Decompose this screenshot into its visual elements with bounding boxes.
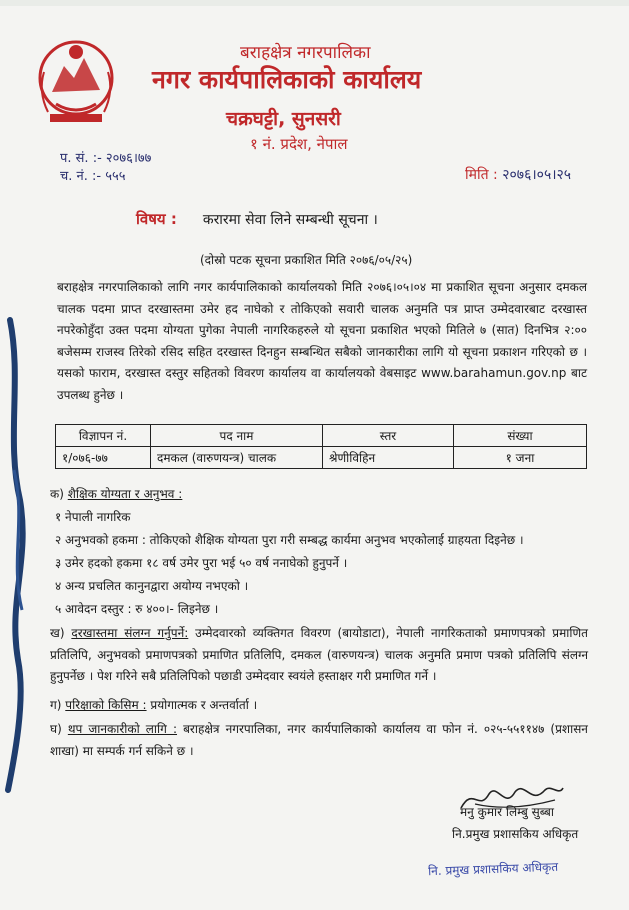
section-title: शैक्षिक योग्यता र अनुभव : [67,487,183,501]
section-prefix: ख) [50,626,65,640]
list-item: २ अनुभवको हकमा : तोकिएको शैक्षिक योग्यता पुरा गरी सम्बद्ध कार्यमा अनुभव भएकोलाई ग्राहयता दिइनेछ । [55,533,524,547]
section-gha [50,719,588,762]
date-value: २०७६।०५।२५ [502,167,572,183]
top-edge [0,0,629,6]
list-item: ३ उमेर हदको हकमा १८ वर्ष उमेर पुरा भई ५० वर्ष ननाघेको हुनुपर्ने । [55,556,348,570]
subject-label: विषय : [136,210,177,228]
section-ga [50,696,257,713]
section-text: बराहक्षेत्र नगरपालिका, नगर कार्यपालिकाको कार्यालय वा फोन नं. ०२५-५५११४७ (प्रशासन शाखा) मा सम्पर्क गर्न सकिने छ । [50,722,588,758]
table-header-row [56,425,587,447]
list-item: १ नेपाली नागरिक [55,510,131,524]
subject [136,209,378,229]
section-title: दरखास्तमा संलग्न गर्नुपर्ने: [71,626,189,640]
section-ka-heading [50,485,182,502]
table-cell: १ जना [454,447,587,469]
table-cell: दमकल (वारुणयन्त्र) चालक [151,447,323,469]
table-header: पद नाम [151,425,323,447]
office-title: नगर कार्यपालिकाको कार्यालय [152,65,422,94]
section-text: प्रयोगात्मक र अन्तर्वार्ता । [150,698,258,712]
section-prefix: ग) [50,698,62,712]
signatory-name: मनु कुमार लिम्बु सुब्बा [460,805,554,819]
table-header: स्तर [323,425,454,447]
nepal-emblem-icon [34,32,118,132]
table-cell: श्रेणीविहिन [323,447,454,469]
ref-ps: प. सं. :- २०७६।७७ [60,151,152,166]
official-stamp: नि. प्रमुख प्रशासकिय अधिकृत [427,859,559,879]
table-cell: १/०७६-७७ [56,447,151,469]
section-text: उम्मेदवारको व्यक्तिगत विवरण (बायोडाटा), नेपाली नागरिकताको प्रमाणपत्रको प्रमाणित प्रतिलिपि, अनुभवको प्रमाणपत्रको प्रमाणित प्रतिलिपि, दमकल (वारुणयन्त्र) चालक अनुमति प्रमाण पत्रको प्रतिलिपि संलग्न हुनुपर्नेछ । पेश गरिने सबै प्रतिलिपिको पछाडी उम्मेदवार स्वयंले हस्ताक्षर गरी प्रमाणित गर्ने । [50,626,588,683]
signatory-title: नि.प्रमुख प्रशासकिय अधिकृत [452,827,579,841]
date-label: मिति : [465,167,498,183]
section-title: परिक्षाको किसिम : [65,698,147,712]
table-header: विज्ञापन नं. [56,425,151,447]
list-item: ५ आवेदन दस्तुर : रु ४००।- लिइनेछ । [55,602,219,616]
republish-note: (दोस्रो पटक सूचना प्रकाशित मिति २०७६/०५/२५) [200,253,413,267]
list-item: ४ अन्य प्रचलित कानुनद्वारा अयोग्य नभएको । [55,579,249,593]
vacancy-table [55,424,587,469]
province: १ नं. प्रदेश, नेपाल [250,135,348,153]
municipality-name: बराहक्षेत्र नगरपालिका [240,43,371,63]
office-location: चक्रघट्टी, सुनसरी [226,108,341,130]
binding-string [0,0,40,910]
section-title: थप जानकारीको लागि : [67,722,178,736]
intro-paragraph: बराहक्षेत्र नगरपालिकाको लागि नगर कार्यपालिकाको कार्यालयको मिति २०७६।०५।०४ मा प्रकाशित सूचना अनुसार दमकल चालक पदमा प्राप्त दरखास्तमा उमेर हद नाघेको र तोकिएको सवारी चालक अनुमति पत्र प्राप्त उम्मेदवारबाट दरखास्त नपरेकोहुँदा उक्त पदमा योग्यता पुगेका नेपाली नागरिकहरुले यो सूचना प्रकाशित भएको मितिले ७ (सात) दिनभित्र २:०० बजेसम्म राजस्व तिरेको रसिद सहित दरखास्त दिनहुन सम्बन्धित सबैको जानकारीका लागि यो सूचना प्रकाशन गरिएको छ । यसको फाराम, दरखास्त दस्तुर सहितको विवरण कार्यालय वा कार्यालयको वेबसाइट www.barahamun.gov.np बाट उपलब्ध हुनेछ । [57,280,587,402]
ref-cn: च. नं. :- ५५५ [60,169,126,184]
subject-text: करारमा सेवा लिने सम्बन्धी सूचना । [202,212,378,228]
table-row [56,447,587,469]
table-header: संख्या [454,425,587,447]
section-prefix: क) [50,487,64,501]
date [465,165,571,184]
section-prefix: घ) [50,722,62,736]
section-kha [50,623,588,688]
